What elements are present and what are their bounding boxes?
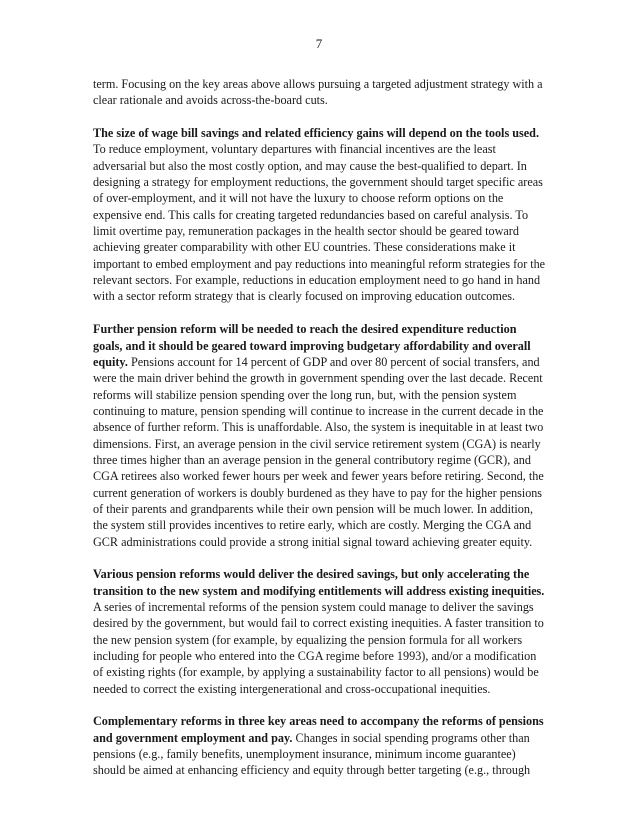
text-line	[93, 338, 545, 354]
text-line	[93, 288, 545, 304]
body-text: important to embed employment and pay reductions into meaningful reform strategies for the	[93, 256, 546, 271]
body-text: current generation of workers is doubly burdened as they have to pay for the higher pensions	[93, 485, 543, 500]
body-text: of over-employment, and it will not have the luxury to choose reform options on the	[93, 191, 504, 206]
text-line	[93, 599, 545, 615]
body-text: GCR administrations could provide a strong initial signal toward achieving greater equity.	[93, 534, 533, 549]
text-line	[93, 615, 545, 631]
text-line	[93, 664, 545, 680]
text-line	[93, 632, 545, 648]
body-text: reforms will stabilize pension spending over the long run, but, with the pension system	[93, 387, 517, 402]
text-line	[93, 370, 545, 386]
body-text: limit overtime pay, remuneration packages in the health sector should be geared toward	[93, 224, 519, 239]
body-text: of their parents and grandparents while their own pension will be much lower. In addition,	[93, 501, 533, 516]
text-line	[93, 762, 545, 778]
bold-heading-text: equity.	[93, 354, 128, 369]
text-line	[93, 223, 545, 239]
text-line	[93, 485, 545, 501]
text-line	[93, 92, 545, 108]
body-text: three times higher than an average pension in the general contributory regime (GCR), and	[93, 452, 531, 467]
text-line	[93, 713, 545, 729]
bold-heading-text: Further pension reform will be needed to reach the desired expenditure reduction	[93, 322, 517, 337]
body-text: continuing to mature, pension spending will continue to increase in the current decade in the	[93, 403, 544, 418]
text-line	[93, 403, 545, 419]
text-line	[93, 517, 545, 533]
text-line	[93, 534, 545, 550]
paragraph-gap	[93, 305, 545, 321]
body-text: Changes in social spending programs other than	[292, 730, 530, 745]
body-text: CGA retirees also worked fewer hours per week and fewer years before retiring. Second, the	[93, 469, 544, 484]
page-number: 7	[315, 36, 323, 51]
text-line	[93, 321, 545, 337]
paragraph	[93, 76, 545, 109]
body-text: pensions (e.g., family benefits, unemployment insurance, minimum income guarantee)	[93, 747, 516, 762]
text-line	[93, 272, 545, 288]
bold-heading-text: Various pension reforms would deliver the desired savings, but only accelerating the	[93, 567, 530, 582]
text-line	[93, 76, 545, 92]
text-line	[93, 730, 545, 746]
body-text: with a sector reform strategy that is clearly focused on improving education outcomes.	[93, 289, 516, 304]
body-text: including for people who entered into the CGA regime before 1993), and/or a modification	[93, 649, 537, 664]
body-text: absence of further reform. This is unaffordable. Also, the system is inequitable in at least two	[93, 420, 544, 435]
paragraph-gap	[93, 109, 545, 125]
body-text: relevant sectors. For example, reductions in education employment need to go hand in hand	[93, 273, 541, 288]
paragraph-gap	[93, 550, 545, 566]
text-line	[93, 239, 545, 255]
paragraph	[93, 713, 545, 778]
text-line	[93, 681, 545, 697]
body-text: achieving greater comparability with other EU countries. These considerations make it	[93, 240, 516, 255]
text-line	[93, 256, 545, 272]
text-line	[93, 648, 545, 664]
body-text: of existing rights (for example, by applying a sustainability factor to all pensions) would be	[93, 665, 539, 680]
text-line	[93, 746, 545, 762]
bold-heading-text: goals, and it should be geared toward improving budgetary affordability and overall	[93, 338, 531, 353]
body-text: clear rationale and avoids across-the-board cuts.	[93, 93, 328, 108]
body-text: A series of incremental reforms of the pension system could manage to deliver the savings	[93, 600, 534, 614]
body-text: the system still provides incentives to retire early, which are costly. Merging the CGA and	[93, 518, 532, 533]
body-text: designing a strategy for employment reductions, the government should target specific areas	[93, 175, 543, 190]
text-line	[93, 419, 545, 435]
body-text: should be aimed at enhancing efficiency and equity through better targeting (e.g., through	[93, 763, 531, 778]
body-text: Pensions account for 14 percent of GDP and over 80 percent of social transfers, and	[127, 354, 540, 369]
body-text: the new pension system (for example, by equalizing the pension formula for all workers	[93, 632, 523, 647]
text-line	[93, 501, 545, 517]
text-line	[93, 354, 545, 370]
text-line	[93, 436, 545, 452]
bold-heading-text: and government employment and pay.	[93, 730, 293, 745]
bold-heading-text: transition to the new system and modifying entitlements will address existing inequities.	[93, 583, 545, 598]
text-line	[93, 468, 545, 484]
text-line	[93, 125, 545, 141]
paragraph	[93, 125, 545, 305]
text-line	[93, 141, 545, 157]
text-line	[93, 174, 545, 190]
text-line	[93, 566, 545, 582]
bold-heading-text: Complementary reforms in three key areas need to accompany the reforms of pensions	[93, 714, 544, 729]
text-line	[93, 207, 545, 223]
body-text: desired by the government, but would fail to correct existing inequities. A faster transition to	[93, 616, 544, 631]
text-line	[93, 190, 545, 206]
body-text: term. Focusing on the key areas above allows pursuing a targeted adjustment strategy with a	[93, 77, 543, 91]
bold-heading-text: The size of wage bill savings and related efficiency gains will depend on the tools used.	[93, 126, 539, 141]
body-text: needed to correct the existing intergenerational and cross-occupational inequities.	[93, 681, 491, 696]
body-text: adversarial but also the most costly option, and may cause the best-qualified to depart. In	[93, 158, 527, 173]
paragraph	[93, 566, 545, 697]
text-line	[93, 583, 545, 599]
body-text: were the main driver behind the growth in government spending over the last decade. Recent	[93, 371, 543, 386]
body-text: To reduce employment, voluntary departures with financial incentives are the least	[93, 142, 496, 157]
text-line	[93, 158, 545, 174]
body-text: expensive end. This calls for creating targeted redundancies based on careful analysis. To	[93, 207, 529, 222]
document-body	[93, 76, 545, 779]
paragraph	[93, 321, 545, 550]
text-line	[93, 452, 545, 468]
paragraph-gap	[93, 697, 545, 713]
body-text: dimensions. First, an average pension in the civil service retirement system (CGA) is nearly	[93, 436, 541, 451]
text-line	[93, 387, 545, 403]
